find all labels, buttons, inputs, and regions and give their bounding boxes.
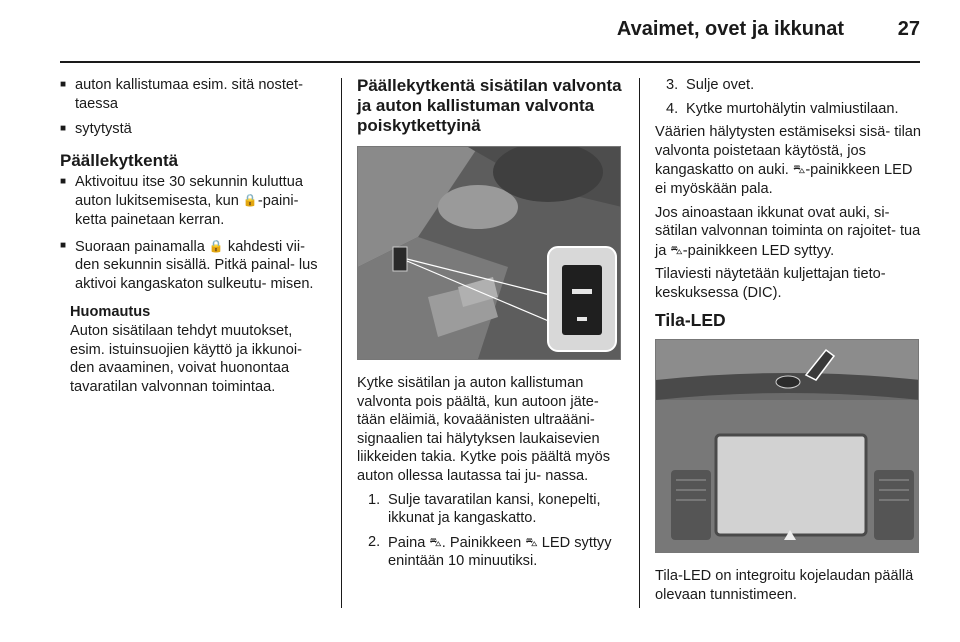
page-header xyxy=(0,0,960,62)
list-item xyxy=(60,237,328,294)
column-divider-1 xyxy=(341,78,342,608)
car-icon: ⛍ xyxy=(792,162,806,177)
paragraph-text: Väärien hälytysten estämiseksi sisä- tilan valvonta poistetaan käytöstä, jos kangaskatto on auki. xyxy=(655,124,922,179)
column-3 xyxy=(655,76,923,609)
step-text: LED syttyy enintään 10 minuutiksi. xyxy=(388,534,612,570)
step-number: 1. xyxy=(368,491,381,508)
list-item xyxy=(655,100,923,119)
header-title: Avaimet, ovet ja ikkunat xyxy=(616,18,844,40)
step-text: Paina xyxy=(388,534,426,551)
column-1 xyxy=(60,76,328,396)
section-heading-monitoring-off: Päällekytkentä sisätilan valvonta ja auton kallistuman valvonta poiskytkettyinä xyxy=(357,76,622,135)
section-heading-activation: Päällekytkentä xyxy=(60,150,179,170)
paragraph xyxy=(655,204,923,261)
lock-icon: 🔒 xyxy=(208,238,224,253)
step-number: 3. xyxy=(666,77,679,93)
list-item xyxy=(60,173,328,230)
step-text: Sulje tavaratilan kansi, konepelti, ikkunat ja kangaskatto. xyxy=(388,491,601,527)
note-title: Huomautus xyxy=(70,304,151,321)
lock-icon: 🔒 xyxy=(242,193,258,208)
bullet-text: kahdesti vii- den sekunnin sisällä. Pitkä painal- lus aktivoi kangaskaton sulkeutu- misen. xyxy=(75,238,318,292)
car-icon: ⛍ xyxy=(525,534,538,549)
paragraph: Tilaviesti näytetään kuljettajan tieto- keskuksessa (DIC). xyxy=(655,266,886,301)
paragraph-text: Jos ainoastaan ikkunat ovat auki, si- sätilan valvonnan toiminta on rajoitet- tua ja xyxy=(655,204,921,259)
section-heading-status-led: Tila-LED xyxy=(655,309,726,330)
step-number: 4. xyxy=(666,100,679,117)
paragraph xyxy=(655,123,923,198)
note-text: Auton sisätilaan tehdyt muutokset, esim. istuinsuojien käyttö ja ikkunoi- den avaaminen, voivat huonontaa tavaratilan valvonnan toimintaa. xyxy=(70,322,302,395)
car-icon: ⛍ xyxy=(429,534,442,549)
switch-illustration xyxy=(358,147,621,359)
bullet-text: -paini- ketta painetaan kerran. xyxy=(75,193,299,228)
caption: Tila-LED on integroitu kojelaudan päällä olevaan tunnistimeen. xyxy=(655,568,914,603)
paragraph: Kytke sisätilan ja auton kallistuman valvonta pois päältä, kun autoon jäte- tään eläimiä, kovaäänisten ultraääni- signaalien tai hälytyksen laukaisevien liikkeiden takia. Kytke pois päältä myös auton ollessa lautassa tai ju- nassa. xyxy=(357,375,611,484)
list-item xyxy=(357,491,625,528)
page-number: 27 xyxy=(897,18,920,40)
list-item: ■ auton kallistumaa esim. sitä nostet- taessa xyxy=(60,76,328,113)
step-text: Sulje ovet. xyxy=(686,77,755,93)
list-item xyxy=(357,533,625,571)
list-item: ■ sytytystä xyxy=(60,120,328,139)
list-item xyxy=(655,76,923,95)
step-text: Kytke murtohälytin valmiustilaan. xyxy=(686,100,899,117)
bullet-text: Aktivoituu itse 30 sekunnin kuluttua auton lukitsemisesta, kun xyxy=(75,173,303,210)
car-icon: ⛍ xyxy=(670,242,683,257)
interior-switch-photo xyxy=(357,146,621,360)
column-divider-2 xyxy=(639,78,640,608)
header-rule xyxy=(60,61,920,63)
dashboard-illustration xyxy=(656,340,919,552)
paragraph-text: -painikkeen LED ei myöskään pala. xyxy=(655,162,913,197)
dashboard-led-photo xyxy=(655,339,919,553)
step-text: . Painikkeen xyxy=(441,534,522,551)
step-number: 2. xyxy=(368,533,381,550)
paragraph-text: -painikkeen LED syttyy. xyxy=(682,242,835,259)
note-box xyxy=(70,303,328,396)
bullet-text: Suoraan painamalla xyxy=(75,238,205,255)
column-2 xyxy=(357,76,625,576)
